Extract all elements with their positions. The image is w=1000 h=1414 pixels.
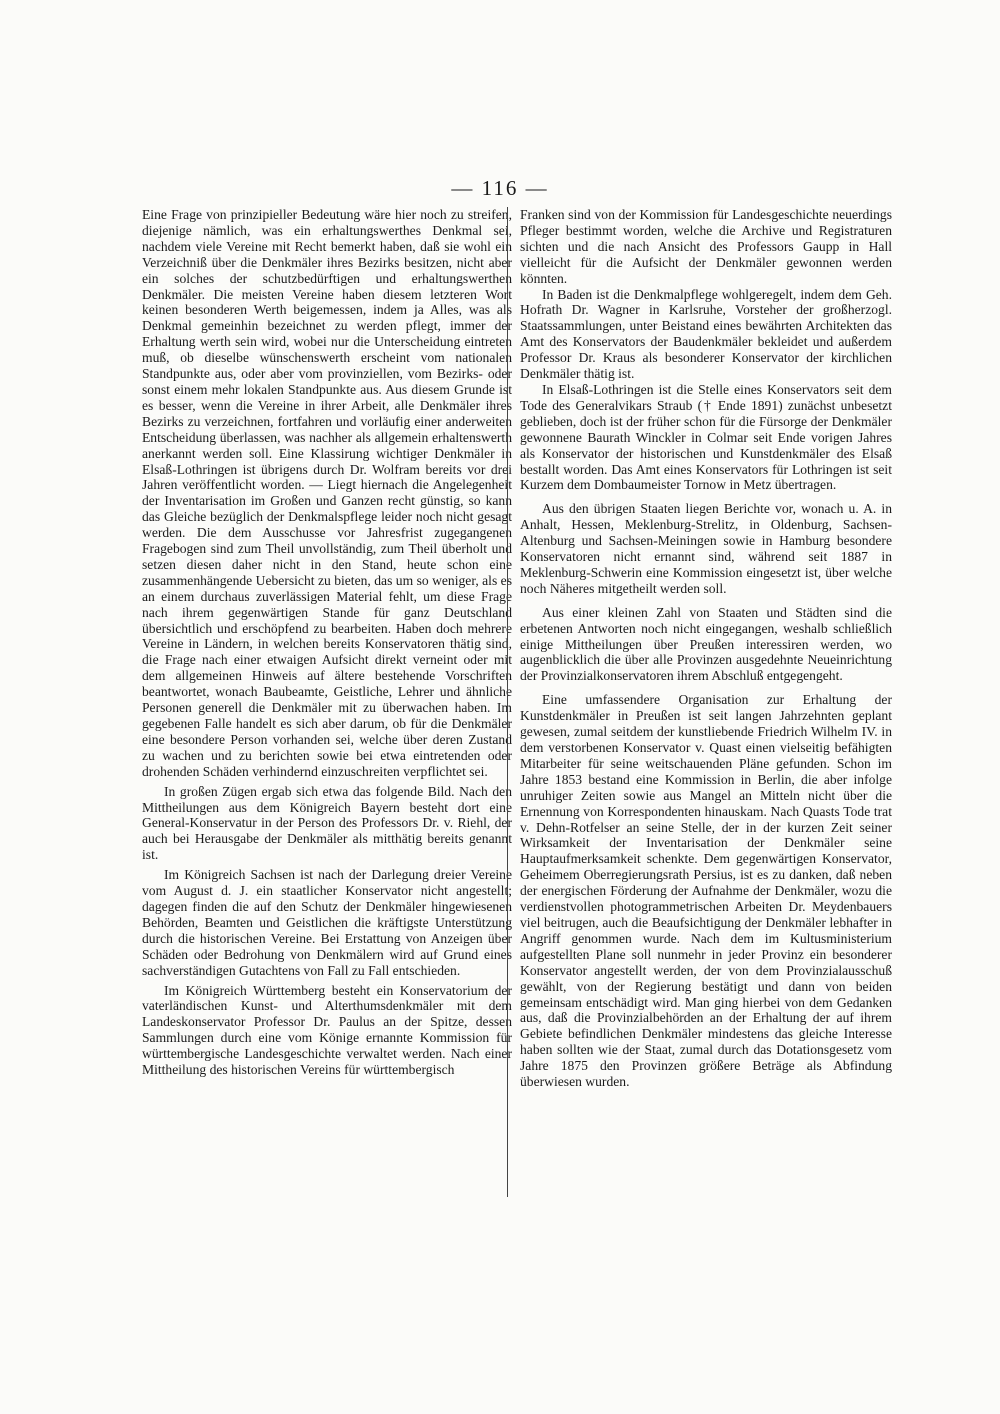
paragraph: Im Königreich Sachsen ist nach der Darlegung dreier Vereine vom August d. J. ein staatlicher Konservator nicht angestellt; dagegen finden die auf den Schutz der Denkmäler hingewiesenen Behörden, Beamten und Geistlichen die kräftigste Unterstützung durch die historischen Vereine. Bei Erstattung von Anzeigen über Schäden oder Bedrohung von Denkmälern wird auf Grund eines sachverständigen Gutachtens von Fall zu Fall entschieden. xyxy=(142,867,512,978)
paragraph: Im Königreich Württemberg besteht ein Konservatorium der vaterländischen Kunst- und Alterthumsdenkmäler mit dem Landeskonservator Professor Dr. Paulus an der Spitze, dessen Sammlungen durch eine vom Könige ernannte Kommission für württembergische Landesgeschichte verwaltet werden. Nach einer Mittheilung des historischen Vereins für württembergisch xyxy=(142,982,512,1078)
left-column xyxy=(142,207,512,1078)
paragraph: Aus den übrigen Staaten liegen Berichte vor, wonach u. A. in Anhalt, Hessen, Meklenburg-Strelitz, in Oldenburg, Sachsen-Altenburg und Sachsen-Meiningen sowie in Hamburg besondere Konservatoren nicht ernannt sind, während seit 1887 in Meklenburg-Schwerin eine Kommission eingesetzt ist, über welche noch Näheres mitgetheilt werden soll. xyxy=(520,501,892,596)
paragraph: Eine Frage von prinzipieller Bedeutung wäre hier noch zu streifen, diejenige nämlich, was ein erhaltungswerthes Denkmal sei, nachdem viele Vereine mit Recht bemerkt haben, daß sie wohl ein Verzeichniß über die Denkmäler ihres Bezirks besitzen, nicht aber ein solches der schutzbedürftigen und erhaltungswerthen Denkmäler. Die meisten Vereine haben diesem letzteren Wort keinen besonderen Werth beigemessen, indem ja Alles, was als Denkmal gemeinhin bezeichnet zu werden pflegt, immer der Erhaltung werth sein wird, wobei nur die Unterscheidung eintreten muß, ob dieselbe wünschenswerth erscheint vom nationalen Standpunkte aus, oder aber vom provinziellen, vom Bezirks- oder sonst einem mehr lokalen Standpunkte aus. Aus diesem Grunde ist es besser, wenn die Vereine in ihrer Arbeit, alle Denkmäler ihres Bezirks zu verzeichnen, fortfahren und vorläufig einer anderweiten Entscheidung überlassen, was nachher als allgemein erhaltenswerth anerkannt werden soll. Eine Klassirung wichtiger Denkmäler in Elsaß-Lothringen ist übrigens durch Dr. Wolfram bereits vor drei Jahren veröffentlicht worden. — Liegt hiernach die Angelegenheit der Inventarisation im Großen und Ganzen recht günstig, so kann das Gleiche bezüglich der Denkmalspflege leider noch nicht gesagt werden. Die dem Ausschusse vor Jahresfrist zugegangenen Fragebogen sind zum Theil unvollständig, zum Theil überholt und setzen diesen daher nicht in den Stand, heute schon eine zusammenhängende Uebersicht zu bieten, das um so weniger, als es an einem durchaus zuverlässigen Material fehlt, um diese Frage nach ihrem gegenwärtigen Stande für ganz Deutschland übersichtlich und erschöpfend zu bearbeiten. Haben doch mehrere Vereine in Ländern, in welchen bereits Konservatoren thätig sind, die Frage nach einer etwaigen Aufsicht direkt verneint oder mit dem allgemeinen Hinweis auf ältere bestehende Vorschriften beantwortet, wonach Baubeamte, Geistliche, Lehrer und ähnliche Personen generell die Denkmäler mit zu überwachen haben. Im gegebenen Falle handelt es sich aber darum, ob für die Denkmäler eine besondere Person vorhanden sei, welche über deren Zustand zu wachen und zu berichten sowie bei etwa eintretenden oder drohenden Schäden verhindernd einzuschreiten verpflichtet sei. xyxy=(142,207,512,779)
paragraph: In Elsaß-Lothringen ist die Stelle eines Konservators seit dem Tode des Generalvikars Straub († Ende 1891) zunächst unbesetzt geblieben, doch ist der früher schon für die Fürsorge der Denkmäler gewonnene Baurath Winckler in Colmar seit Ende vorigen Jahres als Konservator der historischen und Kunstdenkmäler des Elsaß bestallt worden. Das Amt eines Konservators für Lothringen ist seit Kurzem dem Dombaumeister Tornow in Metz übertragen. xyxy=(520,381,892,493)
paragraph: Eine umfassendere Organisation zur Erhaltung der Kunstdenkmäler in Preußen ist seit langen Jahrzehnten geplant gewesen, zumal seitdem der kunstliebende Friedrich Wilhelm IV. in dem verstorbenen Konservator v. Quast einen vielseitig befähigten Mitarbeiter für seine weitschauenden Pläne gefunden. Schon im Jahre 1853 bestand eine Kommission in Berlin, die aber infolge unruhiger Zeiten sowie aus Mangel an Mitteln nicht über die Ernennung von Korrespondenten hinauskam. Nach Quasts Tode trat v. Dehn-Rotfelser an seine Stelle, der in der kurzen Zeit seiner Wirksamkeit der Inventarisation der Denkmäler seine Hauptaufmerksamkeit schenkte. Dem gegenwärtigen Konservator, Geheimem Oberregierungsrath Persius, ist es zu danken, daß neben der energischen Förderung der Aufnahme der Denkmäler, wozu die verdienstvollen photogrammetrischen Arbeiten Dr. Meydenbauers viel beitrugen, auch die Beaufsichtigung der Denkmäler lebhafter in Angriff genommen wurde. Nach dem im Kultusministerium aufgestellten Plane soll nunmehr in jeder Provinz ein besonderer Konservator angestellt werden, der von dem Provinzialausschuß gewählt, von der Regierung bestätigt und dann von beiden gemeinsam entschädigt wird. Man ging hierbei von dem Gedanken aus, daß die Provinzialbehörden an der Erhaltung der auf ihrem Gebiete befindlichen Denkmäler mindestens das gleiche Interesse haben sollten wie der Staat, zumal durch das Dotationsgesetz vom Jahre 1875 den Provinzen größere Beträge als Abfindung überwiesen wurden. xyxy=(520,692,892,1090)
paragraph: Franken sind von der Kommission für Landesgeschichte neuerdings Pfleger bestimmt worden, welche die Archive und Registraturen sichten und die nach Ansicht des Professors Gaupp in Hall vielleicht für die Aufsicht der Denkmäler gewonnen werden könnten. xyxy=(520,207,892,286)
right-column xyxy=(520,207,892,1090)
page-number: — 116 — xyxy=(451,176,549,200)
paragraph: In Baden ist die Denkmalpflege wohlgeregelt, indem dem Geh. Hofrath Dr. Wagner in Karlsruhe, Vorsteher der großherzogl. Staatssammlungen, unter Beistand eines bewährten Architekten das Amt des Konservators der Baudenkmäler bekleidet und außerdem Professor Dr. Kraus als besonderer Konservator der kirchlichen Denkmäler thätig ist. xyxy=(520,286,892,382)
column-divider xyxy=(507,207,508,1197)
paragraph: In großen Zügen ergab sich etwa das folgende Bild. Nach den Mittheilungen aus dem Königreich Bayern besteht dort eine General-Konservatur in der Person des Professors Dr. v. Riehl, der auch bei Herausgabe der Denkmäler als mitthätig bereits genannt ist. xyxy=(142,783,512,863)
paragraph: Aus einer kleinen Zahl von Staaten und Städten sind die erbetenen Antworten noch nicht eingegangen, weshalb schließlich einige Mittheilungen über Preußen interessiren werden, wo augenblicklich die über alle Provinzen ausgedehnte Neueinrichtung der Provinzialkonservatoren ihrem Abschluß entgegengeht. xyxy=(520,604,892,684)
